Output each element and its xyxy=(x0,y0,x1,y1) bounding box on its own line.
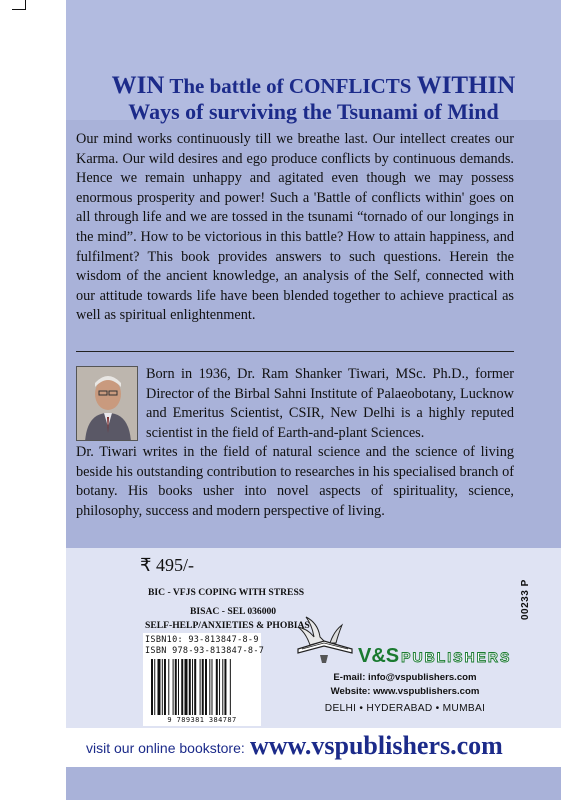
publisher-name-rest: PUBLISHERS xyxy=(401,649,512,665)
bottom-band xyxy=(66,767,561,800)
isbn-13: ISBN 978-93-813847-8-7 xyxy=(145,646,265,656)
publisher-website: Website: www.vspublishers.com xyxy=(330,686,480,697)
title-conflicts: CONFLICTS xyxy=(288,74,412,98)
publisher-logo-icon xyxy=(290,615,360,667)
section-divider xyxy=(76,351,514,352)
footer-visit-text: visit our online bookstore: xyxy=(86,740,245,756)
publisher-cities: DELHI • HYDERABAD • MUMBAI xyxy=(324,703,486,714)
footer-url: www.vspublishers.com xyxy=(250,731,503,760)
title-battle-of: The battle of xyxy=(169,74,284,98)
title-within: WITHIN xyxy=(416,72,516,99)
bic-code: BIC - VFJS COPING WITH STRESS xyxy=(148,587,305,598)
publisher-name xyxy=(358,645,511,668)
publisher-email: E-mail: info@vspublishers.com xyxy=(333,672,477,683)
barcode-icon xyxy=(151,659,255,715)
crop-mark xyxy=(12,0,26,10)
book-blurb: Our mind works continuously till we breathe last. Our intellect creates our Karma. Our wild desires and ego produce conflicts by continuous demands. Hence we remain unhappy and agitated even though we may possess enormous prosperity and power! Such a 'Battle of conflicts within' goes on all through life and we are tossed in the tsunami “tornado of our longings in the mind”. How to be victorious in this battle? How to attain happiness, and fulfilment? This book provides answers to such questions. Herein the wisdom of the ancient knowledge, an analysis of the Self, connected with our attitude towards life have been blended together to achieve practical as well as spiritual enlightenment. xyxy=(76,131,514,324)
author-description: Dr. Tiwari writes in the field of natural science and the science of living beside his outstanding contribution to researches in his specialised branch of botany. His books usher into novel aspects of spirituality, science, philosophy, success and modern perspective of living. xyxy=(76,444,514,519)
bisac-code: BISAC - SEL 036000 xyxy=(190,606,277,617)
isbn-10: ISBN10: 93-813847-8-9 xyxy=(145,635,259,645)
author-bio: Born in 1936, Dr. Ram Shanker Tiwari, MSc. Ph.D., former Director of the Birbal Sahni Institute of Palaeobotany, Lucknow and Emeritus Scientist, CSIR, New Delhi is a highly reputed scientist in the field of Earth-and-plant Sciences. xyxy=(146,366,514,441)
barcode-digits: 9 789381 384787 xyxy=(167,716,237,724)
title-line-1 xyxy=(66,72,561,100)
sku-code: 00233 P xyxy=(520,579,531,620)
publisher-name-vs: V&S xyxy=(358,645,400,667)
author-photo xyxy=(76,366,138,441)
author-portrait-icon xyxy=(77,367,138,441)
price: ₹ 495/- xyxy=(140,555,194,575)
title-win: WIN xyxy=(111,72,165,99)
subject-category: SELF-HELP/ANXIETIES & PHOBIAS xyxy=(145,620,310,631)
title-line-2: Ways of surviving the Tsunami of Mind xyxy=(128,99,499,124)
barcode-block xyxy=(143,633,265,726)
